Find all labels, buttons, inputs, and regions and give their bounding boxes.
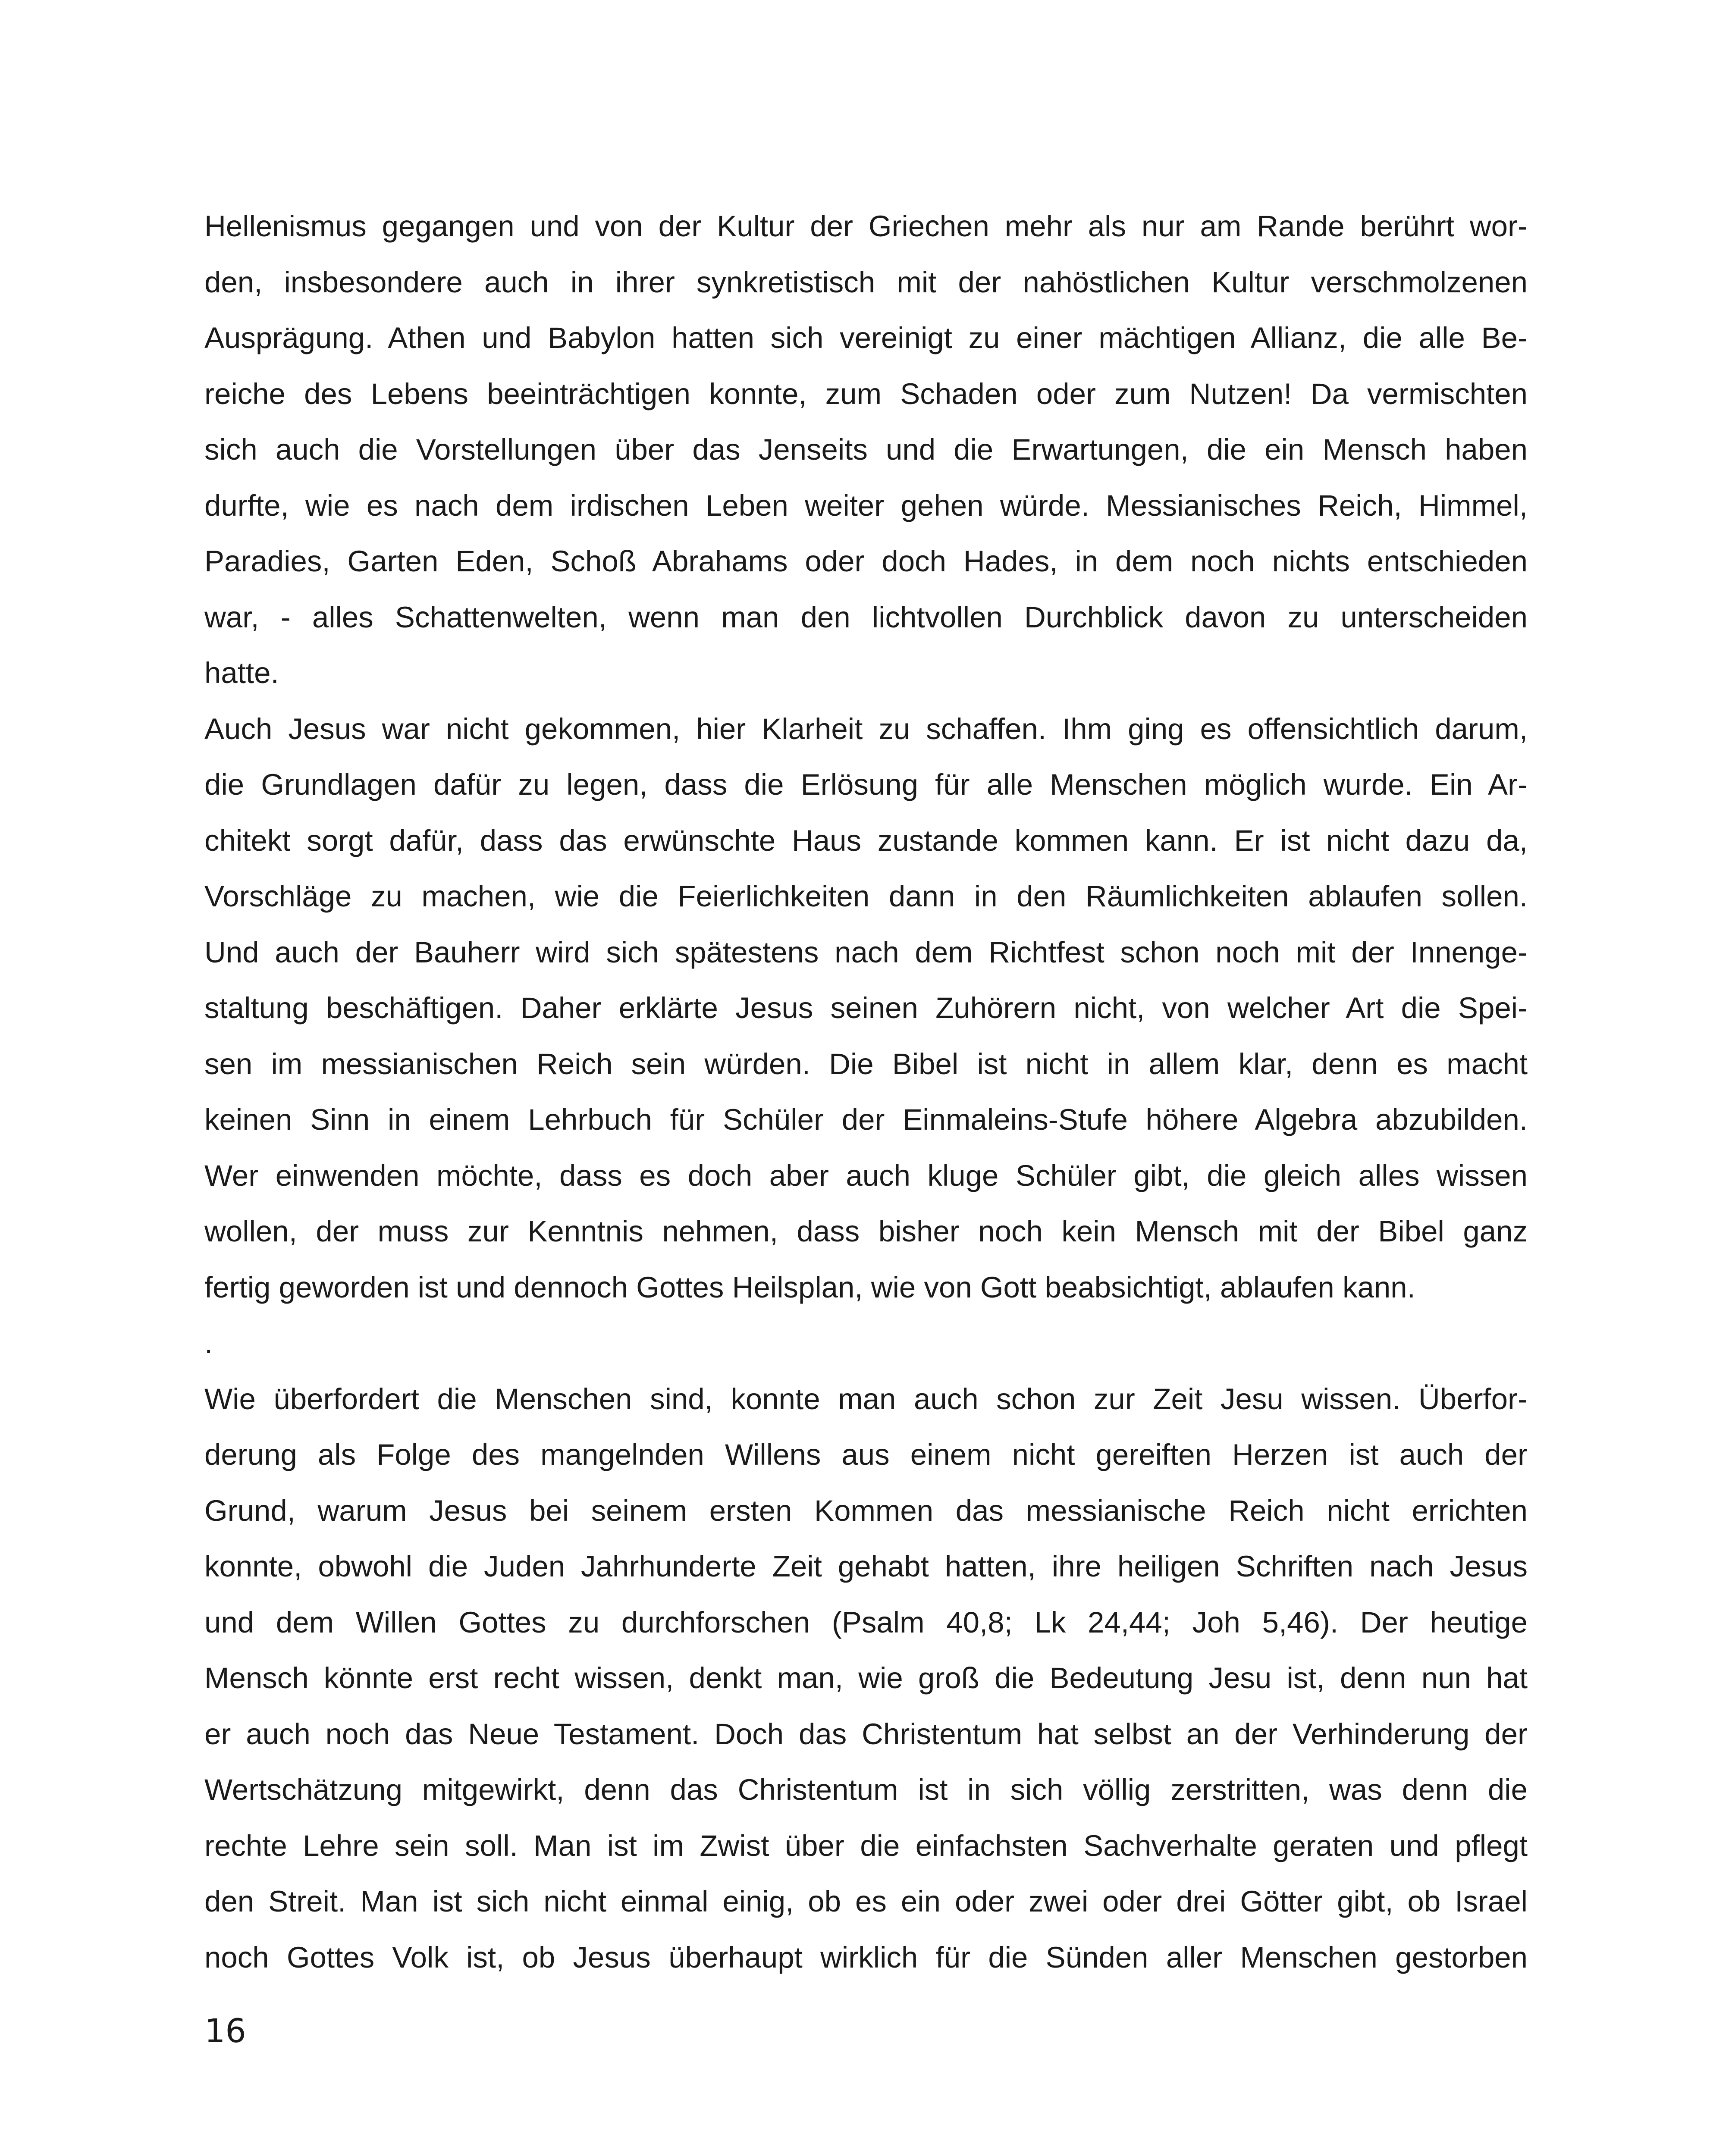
text-line: konnte, obwohl die Juden Jahrhunderte Zeit gehabt hatten, ihre heiligen Schriften nach Jesus: [204, 1550, 1528, 1583]
text-line: er auch noch das Neue Testament. Doch das Christentum hat selbst an der Verhinderung der: [204, 1717, 1528, 1751]
text-line: den, insbesondere auch in ihrer synkretistisch mit der nahöstlichen Kultur verschmolzenen: [204, 265, 1528, 299]
text-line: Ausprägung. Athen und Babylon hatten sich vereinigt zu einer mächtigen Allianz, die alle Be-: [204, 321, 1528, 354]
text-line: Wer einwenden möchte, dass es doch aber auch kluge Schüler gibt, die gleich alles wissen: [204, 1159, 1528, 1192]
text-line: wollen, der muss zur Kenntnis nehmen, dass bisher noch kein Mensch mit der Bibel ganz: [204, 1215, 1528, 1248]
text-line: staltung beschäftigen. Daher erklärte Jesus seinen Zuhörern nicht, von welcher Art die Spei-: [204, 991, 1528, 1025]
text-line: Paradies, Garten Eden, Schoß Abrahams oder doch Hades, in dem noch nichts entschieden: [204, 545, 1528, 578]
text-line: Auch Jesus war nicht gekommen, hier Klarheit zu schaffen. Ihm ging es offensichtlich darum,: [204, 712, 1528, 746]
text-line: Vorschläge zu machen, wie die Feierlichkeiten dann in den Räumlichkeiten ablaufen sollen.: [204, 880, 1528, 913]
text-line: keinen Sinn in einem Lehrbuch für Schüler der Einmaleins-Stufe höhere Algebra abzubilden.: [204, 1103, 1528, 1136]
text-line: Mensch könnte erst recht wissen, denkt man, wie groß die Bedeutung Jesu ist, denn nun hat: [204, 1661, 1528, 1695]
text-line: hatte.: [204, 656, 279, 689]
text-line: durfte, wie es nach dem irdischen Leben weiter gehen würde. Messianisches Reich, Himmel,: [204, 489, 1528, 522]
text-line: sich auch die Vorstellungen über das Jenseits und die Erwartungen, die ein Mensch haben: [204, 433, 1528, 466]
text-line: Wie überfordert die Menschen sind, konnte man auch schon zur Zeit Jesu wissen. Überfor-: [204, 1382, 1528, 1416]
text-line: den Streit. Man ist sich nicht einmal einig, ob es ein oder zwei oder drei Götter gibt, ob Israel: [204, 1885, 1528, 1918]
text-line: die Grundlagen dafür zu legen, dass die Erlösung für alle Menschen möglich wurde. Ein Ar-: [204, 768, 1528, 801]
text-line: rechte Lehre sein soll. Man ist im Zwist über die einfachsten Sachverhalte geraten und pflegt: [204, 1829, 1528, 1862]
text-line: reiche des Lebens beeinträchtigen konnte, zum Schaden oder zum Nutzen! Da vermischten: [204, 377, 1528, 411]
page-number: 16: [204, 2012, 246, 2050]
text-line: Hellenismus gegangen und von der Kultur der Griechen mehr als nur am Rande berührt wor-: [204, 210, 1528, 243]
text-line: noch Gottes Volk ist, ob Jesus überhaupt wirklich für die Sünden aller Menschen gestorben: [204, 1940, 1528, 1974]
text-line: Und auch der Bauherr wird sich spätestens nach dem Richtfest schon noch mit der Innenge-: [204, 935, 1528, 969]
text-line: und dem Willen Gottes zu durchforschen (Psalm 40,8; Lk 24,44; Joh 5,46). Der heutige: [204, 1605, 1528, 1639]
text-line: war, - alles Schattenwelten, wenn man den lichtvollen Durchblick davon zu unterscheiden: [204, 600, 1528, 634]
text-line: .: [204, 1326, 213, 1360]
text-line: Wertschätzung mitgewirkt, denn das Christentum ist in sich völlig zerstritten, was denn die: [204, 1773, 1528, 1806]
text-line: chitekt sorgt dafür, dass das erwünschte Haus zustande kommen kann. Er ist nicht dazu da,: [204, 824, 1528, 857]
text-line: fertig geworden ist und dennoch Gottes Heilsplan, wie von Gott beabsichtigt, ablaufen kann.: [204, 1270, 1415, 1304]
text-line: sen im messianischen Reich sein würden. Die Bibel ist nicht in allem klar, denn es macht: [204, 1047, 1528, 1081]
text-line: derung als Folge des mangelnden Willens aus einem nicht gereiften Herzen ist auch der: [204, 1438, 1528, 1471]
text-line: Grund, warum Jesus bei seinem ersten Kommen das messianische Reich nicht errichten: [204, 1494, 1528, 1527]
body-text: [204, 198, 1528, 1985]
